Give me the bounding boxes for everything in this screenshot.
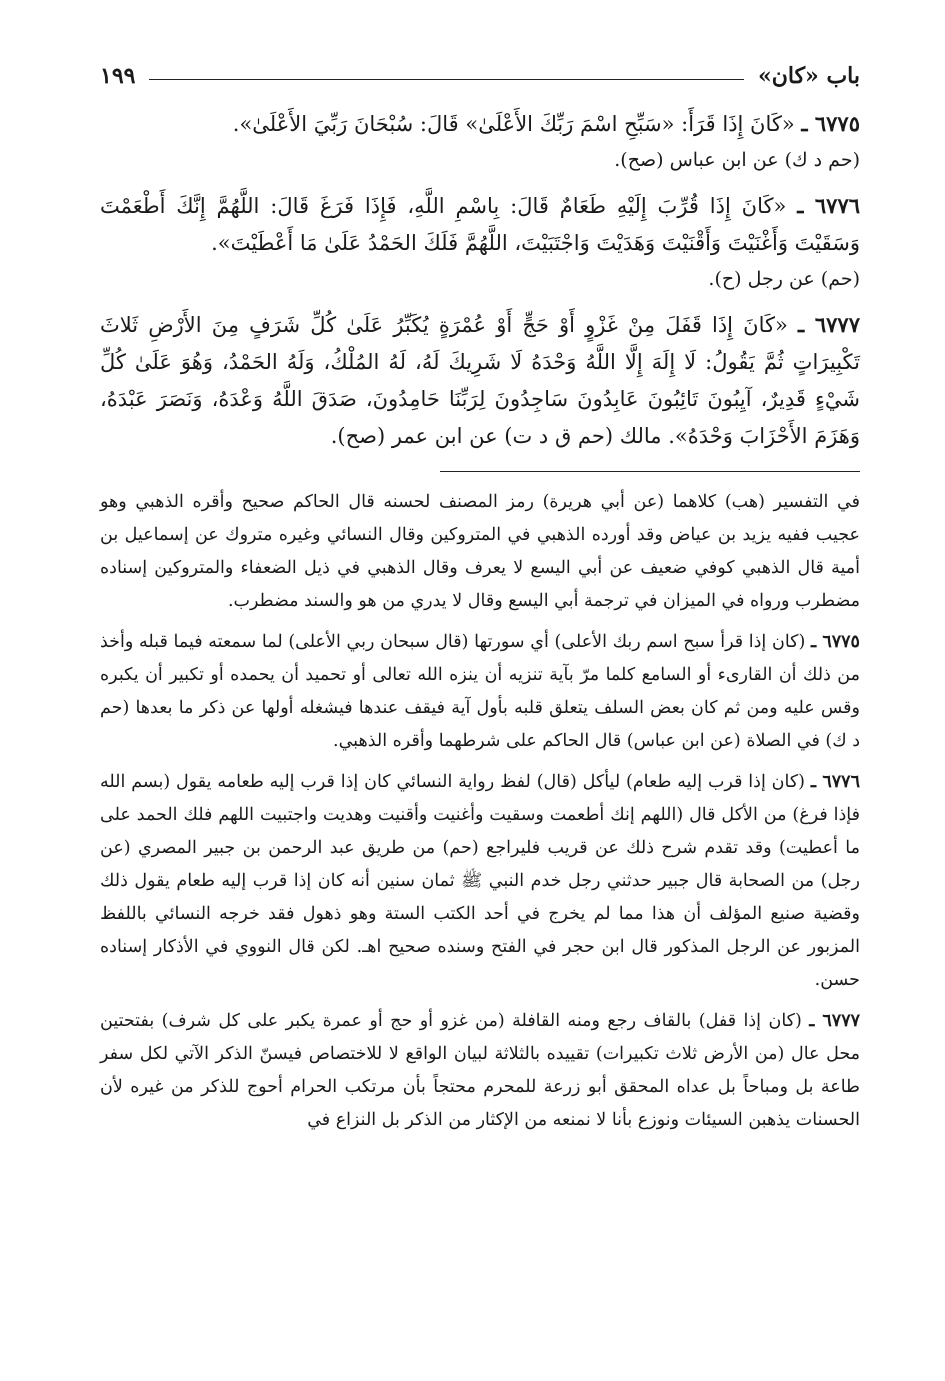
- footnote: [100, 766, 860, 997]
- hadith-text: «كَانَ إِذَا قَرَأَ: «سَبِّحِ اسْمَ رَبِّكَ الأَعْلَىٰ» قَالَ: سُبْحَانَ رَبِّيَ الأَعْلَىٰ».: [232, 112, 795, 136]
- footnote-number: ٦٧٧٥ ـ: [811, 632, 860, 652]
- footnote-divider: [440, 471, 860, 472]
- hadith-number: ٦٧٧٥ ـ: [801, 111, 860, 136]
- hadith-source: مالك (حم ق د ت) عن ابن عمر (صح).: [330, 424, 662, 448]
- footnote-text: (كان إذا قرب إليه طعام) ليأكل (قال) لفظ رواية النسائي كان إذا قرب إليه طعامه يقول (بسم الله فإذا فرغ) من الأكل قال (اللهم إنك أطعمت وسقيت وأغنيت وأقنيت وهديت واجتبيت اللهم فلك الحمد على ما أعطيت) وقد تقدم شرح ذلك عن قريب فليراجع (حم) من طريق عبد الرحمن بن جبير المصري (عن رجل) من الصحابة قال جبير حدثني رجل خدم النبي ﷺ ثمان سنين أنه كان إذا قرب إليه طعام يقول ذلك وقضية صنيع المؤلف أن هذا مما لم يخرج في أحد الكتب الستة وهو ذهول فقد خرجه النسائي باللفظ المزبور عن الرجل المذكور قال ابن حجر في الفتح وسنده صحيح اهـ. لكن قال النووي في الأذكار إسناده حسن.: [100, 772, 860, 990]
- footnote: [100, 1005, 860, 1137]
- chapter-title: باب «كان»: [757, 63, 860, 89]
- page-number: ١٩٩: [100, 63, 136, 89]
- footnote-text: (كان إذا قرأ سبح اسم ربك الأعلى) أي سورتها (قال سبحان ربي الأعلى) لما سمعته فيما قبله وأخذ من ذلك أن القارىء أو السامع كلما مرّ بآية تنزيه أن ينزه الله تعالى أو تحميد أن يحمده أو تكبير أن يكبره وقس عليه ومن ثم كان بعض السلف يتعلق قلبه بأول آية فيقف عندها فيشغله أولها عن ذكر ما بعدها (حم د ك) في الصلاة (عن ابن عباس) قال الحاكم على شرطهما وأقره الذهبي.: [100, 632, 860, 751]
- footnote-continuation: [100, 486, 860, 618]
- footnote: [100, 626, 860, 758]
- hadith-source: (حم) عن رجل (ح).: [708, 268, 860, 290]
- footnote-number: ٦٧٧٦ ـ: [810, 772, 860, 792]
- footnote-text: (كان إذا قفل) بالقاف رجع ومنه القافلة (من غزو أو حج أو عمرة يكبر على كل شرف) بفتحتين محل عال (من الأرض ثلاث تكبيرات) تقييده بالثلاثة لبيان الواقع لا للاختصاص فيسنّ الذكر الآتي لكل سفر طاعة بل ومباحاً بل عداه المحقق أبو زرعة للمحرم محتجاً بأن مرتكب الحرام أحوج للذكر من غيره لأن الحسنات يذهبن السيئات ونوزع بأنا لا نمنعه من الإكثار من الذكر بل النزاع في: [100, 1011, 860, 1130]
- hadith-number: ٦٧٧٧ ـ: [797, 312, 860, 337]
- hadith-entry: [100, 187, 860, 262]
- page-header: [100, 55, 860, 97]
- hadith-source: (حم د ك) عن ابن عباس (صح).: [614, 149, 860, 171]
- hadith-entry: [100, 306, 860, 455]
- footnote-text: في التفسير (هب) كلاهما (عن أبي هريرة) رمز المصنف لحسنه قال الحاكم صحيح وأقره الذهبي وهو عجيب ففيه يزيد بن عياض وقد أورده الذهبي في المتروكين وقال النسائي وغيره متروك عن إسماعيل بن أمية قال الذهبي كوفي ضعيف عن أبي اليسع لا يعرف وقال الذهبي في ذيل الضعفاء والمتروكين إسناده مضطرب ورواه في الميزان في ترجمة أبي اليسع وقال لا يدري من هو والسند مضطرب.: [100, 492, 860, 611]
- hadith-text: «كَانَ إِذَا قَفَلَ مِنْ غَزْوٍ أَوْ حَجٍّ أَوْ عُمْرَةٍ يُكَبِّرُ عَلَىٰ كُلِّ شَرَفٍ مِنَ الأَرْضِ ثَلاثَ تَكْبِيرَاتٍ ثُمَّ يَقُولُ: لَا إِلَهَ إِلَّا اللَّهُ وَحْدَهُ لَا شَرِيكَ لَهُ، لَهُ المُلْكُ، وَلَهُ الحَمْدُ، وَهُوَ عَلَىٰ كُلِّ شَيْءٍ قَدِيرٌ، آيِبُونَ تَائِبُونَ عَابِدُونَ سَاجِدُونَ لِرَبِّنَا حَامِدُونَ، صَدَقَ اللَّهُ وَعْدَهُ، وَنَصَرَ عَبْدَهُ، وَهَزَمَ الأَحْزَابَ وَحْدَهُ».: [100, 313, 860, 448]
- header-rule: [149, 79, 744, 80]
- hadith-number: ٦٧٧٦ ـ: [797, 193, 861, 218]
- hadith-entry: [100, 105, 860, 143]
- book-page: [100, 55, 860, 1355]
- footnote-number: ٦٧٧٧ ـ: [809, 1011, 860, 1031]
- hadith-text: «كَانَ إِذَا قُرِّبَ إِلَيْهِ طَعَامٌ قَالَ: بِاسْمِ اللَّهِ، فَإِذَا فَرَغَ قَالَ: اللَّهُمَّ إِنَّكَ أَطْعَمْتَ وَسَقَيْتَ وَأَغْنَيْتَ وَأَقْنَيْتَ وَهَدَيْتَ وَاجْتَبَيْتَ، اللَّهُمَّ فَلَكَ الحَمْدُ عَلَىٰ مَا أَعْطَيْتَ».: [100, 194, 860, 255]
